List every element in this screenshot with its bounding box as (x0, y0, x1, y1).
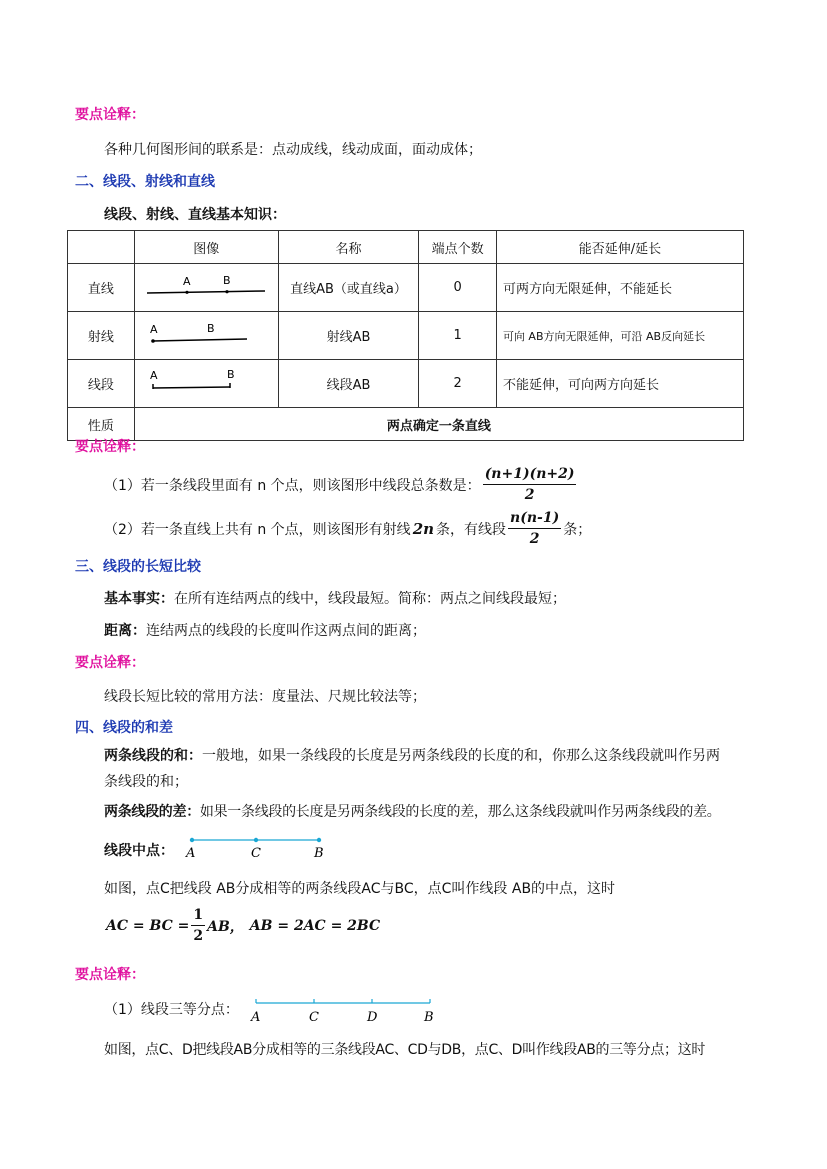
midpoint-equation (106, 904, 380, 948)
ray-figure (135, 312, 278, 355)
header-cell-type (68, 231, 135, 264)
cell-property-value: 两点确定一条直线 (134, 408, 743, 441)
distance-label: 距离： (104, 623, 146, 639)
table-row-line (68, 264, 744, 312)
note-label-1: 要点诠释： (75, 107, 145, 123)
header-cell-image: 图像 (134, 231, 278, 264)
point-d-label: D (367, 1010, 378, 1025)
cell-type: 直线 (68, 264, 135, 312)
cell-endpoints: 0 (419, 264, 497, 312)
table-row-ray (68, 312, 744, 360)
cell-type: 射线 (68, 312, 135, 360)
distance-definition (104, 620, 426, 640)
label-a: A (182, 275, 191, 288)
fraction-numerator: (n+1)(n+2) (483, 465, 577, 485)
item-segment-count (104, 462, 578, 508)
cell-endpoints: 2 (419, 360, 497, 408)
sum-definition-line-1 (104, 745, 720, 765)
table-row-property (68, 408, 744, 441)
point-c-label: C (251, 846, 261, 861)
item-2-text-a: （2）若一条直线上共有 n 个点，则该图形有射线 (104, 522, 411, 538)
ray-count-formula: 2n (412, 520, 435, 538)
item-ray-segment-count (104, 506, 591, 552)
trisection-label: （1）线段三等分点： (104, 1002, 239, 1018)
straight-line-figure (135, 264, 278, 307)
heading-section-2: 二、线段、射线和直线 (75, 174, 215, 190)
point-a-label: A (186, 846, 196, 861)
cell-property-label: 性质 (68, 408, 135, 441)
heading-section-3: 三、线段的长短比较 (75, 559, 201, 575)
equation-right: AB = 2AC = 2BC (249, 918, 381, 934)
note-label-3: 要点诠释： (75, 655, 145, 671)
diff-label: 两条线段的差： (104, 804, 200, 820)
fact-text: 在所有连结两点的线中，线段最短。简称：两点之间线段最短； (174, 591, 566, 607)
item-2-text-b: 条，有线段 (436, 522, 507, 538)
point-c-label: C (309, 1010, 319, 1025)
sum-label: 两条线段的和： (104, 748, 202, 764)
cell-type: 线段 (68, 360, 135, 408)
fraction-numerator: 1 (191, 906, 205, 926)
equation-mid: AB， (207, 919, 244, 935)
comparison-methods: 线段长短比较的常用方法：度量法、尺规比较法等； (104, 689, 426, 705)
fraction-numerator: n(n-1) (508, 509, 561, 529)
table-row-segment (68, 360, 744, 408)
sum-text-1: 一般地，如果一条线段的长度是另两条线段的长度的和，你那么这条线段就叫作另两 (202, 748, 720, 764)
fraction-denominator: 2 (529, 531, 540, 547)
cell-endpoints: 1 (419, 312, 497, 360)
cell-figure-segment (134, 360, 278, 408)
cell-extend: 不能延伸，可向两方向延长 (496, 360, 743, 408)
cell-extend: 可两方向无限延伸，不能延长 (496, 264, 743, 312)
trisection-figure (248, 996, 438, 1026)
difference-definition (104, 801, 721, 821)
midpoint-figure (180, 832, 330, 862)
item-2-text-c: 条； (563, 522, 592, 538)
fact-label: 基本事实： (104, 591, 174, 607)
label-b: B (206, 322, 215, 335)
table-header-row (68, 231, 744, 264)
cell-name: 射线AB (278, 312, 418, 360)
midpoint-label: 线段中点： (104, 843, 174, 859)
label-b: B (222, 274, 231, 287)
note-label-4: 要点诠释： (75, 967, 145, 983)
heading-section-4: 四、线段的和差 (75, 720, 173, 736)
item-1-text: （1）若一条线段里面有 n 个点，则该图形中线段总条数是： (104, 478, 481, 494)
segment-figure (135, 360, 278, 403)
label-a: A (149, 369, 158, 382)
point-a-label: A (251, 1010, 261, 1025)
label-a: A (149, 323, 158, 336)
sum-definition-line-2: 条线段的和； (104, 774, 188, 790)
point-b-label: B (424, 1010, 434, 1025)
line-segment-fraction (508, 509, 561, 549)
fraction-denominator: 2 (193, 928, 204, 944)
note-label-2: 要点诠释： (75, 439, 145, 455)
header-cell-endpoints: 端点个数 (419, 231, 497, 264)
basic-knowledge-table (67, 230, 744, 441)
midpoint-paragraph: 如图，点C把线段 AB分成相等的两条线段AC与BC，点C叫作线段 AB的中点，这时 (104, 881, 616, 897)
half-fraction (191, 906, 205, 946)
basic-fact (104, 588, 566, 608)
cell-name: 直线AB（或直线a） (278, 264, 418, 312)
point-b-label: B (314, 846, 324, 861)
table-subtitle: 线段、射线、直线基本知识： (104, 207, 286, 223)
trisection-paragraph: 如图，点C、D把线段AB分成相等的三条线段AC、CD与DB，点C、D叫作线段AB的三等分点；这时 (104, 1042, 706, 1058)
fraction-denominator: 2 (524, 487, 535, 503)
diff-text: 如果一条线段的长度是另两条线段的长度的差，那么这条线段就叫作另两条线段的差。 (199, 804, 721, 820)
cell-figure-line (134, 264, 278, 312)
equation-left: AC = BC = (106, 918, 190, 934)
header-cell-name: 名称 (278, 231, 418, 264)
cell-extend: 可向 AB方向无限延伸，可沿 AB反向延长 (496, 312, 743, 360)
label-b: B (226, 368, 235, 381)
paragraph-figure-relations: 各种几何图形间的联系是：点动成线，线动成面，面动成体； (104, 142, 482, 158)
header-cell-extend: 能否延伸/延长 (496, 231, 743, 264)
cell-name: 线段AB (278, 360, 418, 408)
cell-figure-ray (134, 312, 278, 360)
distance-text: 连结两点的线段的长度叫作这两点间的距离； (146, 623, 426, 639)
segment-count-fraction (483, 465, 577, 505)
